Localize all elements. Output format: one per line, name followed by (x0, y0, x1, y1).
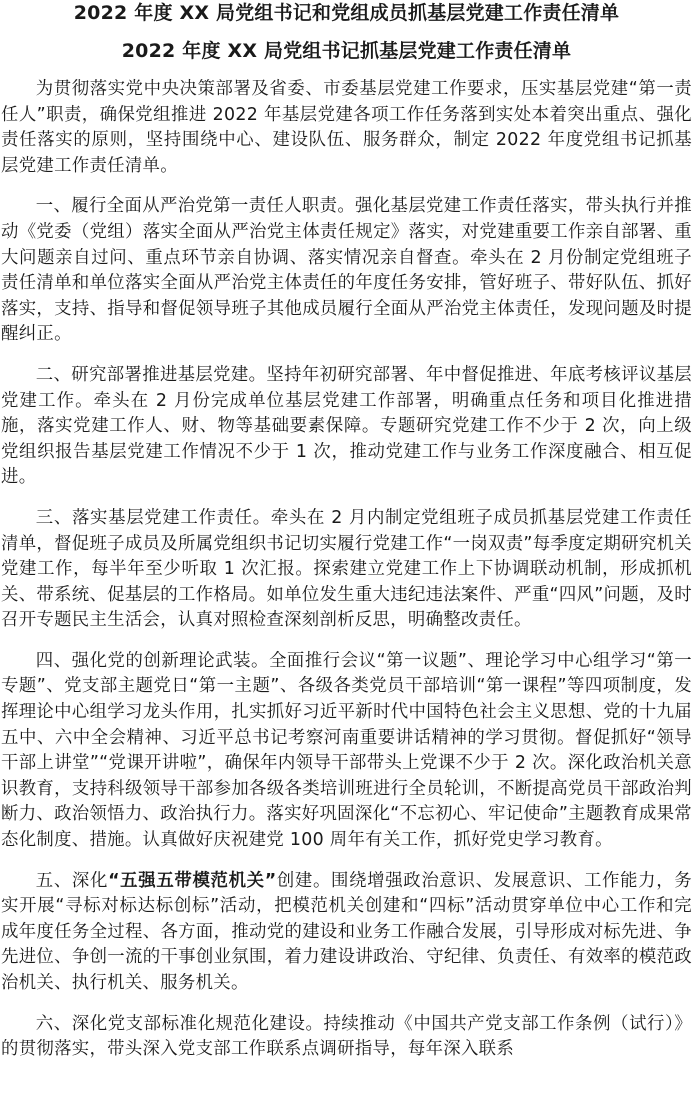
paragraph-2: 二、研究部署推进基层党建。坚持年初研究部署、年中督促推进、年底考核评议基层党建工作。牵头在 2 月份完成单位基层党建工作部署，明确重点任务和项目化推进措施，落实党建工作人、财、物等基础要素保障。专题研究党建工作不少于 2 次，向上级党组织报告基层党建工作情况不少于 1 次，推动党建工作与业务工作深度融合、相互促进。 (1, 364, 692, 488)
paragraph-4: 四、强化党的创新理论武装。全面推行会议“第一议题”、理论学习中心组学习“第一专题”、党支部主题党日“第一主题”、各级各类党员干部培训“第一课程”等四项制度，发挥理论中心组学习龙头作用，扎实抓好习近平新时代中国特色社会主义思想、党的十九届五中、六中全会精神、习近平总书记考察河南重要讲话精神的学习贯彻。督促抓好“领导干部上讲堂”“党课开讲啦”，确保年内领导干部带头上党课不少于 2 次。深化政治机关意识教育，支持科级领导干部参加各级各类培训班进行全员轮训，不断提高党员干部政治判断力、政治领悟力、政治执行力。落实好巩固深化“不忘初心、牢记使命”主题教育成果常态化制度、措施。认真做好庆祝建党 100 周年有关工作，抓好党史学习教育。 (1, 650, 692, 851)
document-subtitle (1, 25, 692, 77)
paragraph-5-text: 创建。围绕增强政治意识、发展意识、工作能力，务实开展“寻标对标达标创标”活动，把模范机关创建和“四标”活动贯穿单位中心工作和完成年度任务全过程、各方面，推动党的建设和业务工作融合发展，引导形成对标先进、争先进位、争创一流的干事创业氛围，着力建设讲政治、守纪律、负责任、有效率的模范政治机关、执行机关、服务机关。 (1, 870, 692, 993)
paragraph-5 (1, 869, 692, 997)
paragraph-3: 三、落实基层党建工作责任。牵头在 2 月内制定党组班子成员抓基层党建工作责任清单，督促班子成员及所属党组织书记切实履行党建工作“一岗双责”每季度定期研究机关党建工作，每半年至少听取 1 次汇报。探索建立党建工作上下协调联动机制，形成抓机关、带系统、促基层的工作格局。如单位发生重大违纪违法案件、严重“四风”问题，及时召开专题民主生活会，认真对照检查深刻剖析反思，明确整改责任。 (1, 507, 692, 631)
subtitle-text: 局党组书记抓基层党建工作责任清单 (257, 40, 572, 62)
title-year: 2022 (73, 2, 128, 24)
subtitle-year-suffix: 年度 (175, 40, 228, 62)
subtitle-year: 2022 (121, 40, 176, 62)
paragraph-5-lead: 五、深化 (35, 870, 109, 891)
paragraph-5-highlight: “五强五带模范机关” (108, 870, 277, 891)
title-year-suffix: 年度 (127, 2, 180, 24)
document-title (1, 0, 692, 25)
title-text: 局党组书记和党组成员抓基层党建工作责任清单 (209, 2, 620, 24)
paragraph-6: 六、深化党支部标准化规范化建设。持续推动《中国共产党支部工作条例（试行）》的贯彻落实，带头深入党支部工作联系点调研指导，每年深入联系 (1, 1013, 692, 1060)
title-xx: XX (179, 2, 210, 24)
paragraph-1: 一、履行全面从严治党第一责任人职责。强化基层党建工作责任落实，带头执行并推动《党委（党组）落实全面从严治党主体责任规定》落实，对党建重要工作亲自部署、重大问题亲自过问、重点环节亲自协调、落实情况亲自督查。牵头在 2 月份制定党组班子责任清单和单位落实全面从严治党主体责任的年度任务安排，管好班子、带好队伍、抓好落实，支持、指导和督促领导班子其他成员履行全面从严治党主体责任，发现问题及时提醒纠正。 (1, 196, 692, 345)
subtitle-xx: XX (227, 40, 258, 62)
intro-paragraph: 为贯彻落实党中央决策部署及省委、市委基层党建工作要求，压实基层党建“第一责任人”职责，确保党组推进 2022 年基层党建各项工作任务落到实处本着突出重点、强化责任落实的原则，坚持围绕中心、建设队伍、服务群众，制定 2022 年度党组书记抓基层党建工作责任清单。 (1, 79, 692, 176)
